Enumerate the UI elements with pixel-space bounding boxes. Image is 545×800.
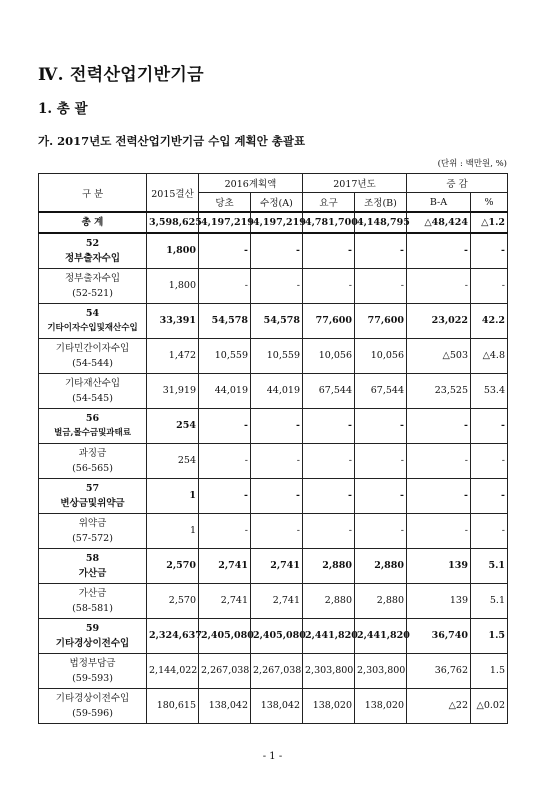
header-change-group: 증 감: [407, 174, 508, 193]
table-cell: -: [471, 478, 508, 513]
table-cell: 138,042: [199, 688, 251, 723]
row-name: (56-565): [72, 462, 113, 474]
unit-note: (단위 : 백만원, %): [437, 159, 507, 169]
table-cell: 2,880: [355, 583, 407, 618]
table-row: [39, 653, 508, 688]
table-cell: -: [355, 513, 407, 548]
subsection-heading: 1. 총 괄: [38, 101, 88, 117]
table-row: [39, 513, 508, 548]
table-cell: 54,578: [199, 303, 251, 338]
row-name: (59-596): [72, 707, 113, 719]
table-cell: 1,800: [147, 233, 199, 268]
row-code: 57: [85, 482, 100, 494]
row-label: [39, 653, 147, 688]
total-cell: 4,197,219: [199, 212, 251, 233]
row-name: 벌금,몰수금및과태료: [54, 427, 131, 438]
header-category: 구 분: [39, 174, 147, 213]
table-row: [39, 618, 508, 653]
table-cell: -: [355, 408, 407, 443]
row-name: (54-545): [72, 392, 113, 404]
table-cell: 42.2: [471, 303, 508, 338]
table-cell: 77,600: [303, 303, 355, 338]
table-cell: 44,019: [199, 373, 251, 408]
table-cell: 44,019: [251, 373, 303, 408]
table-cell: 31,919: [147, 373, 199, 408]
row-label: [39, 513, 147, 548]
table-cell: 2,441,820: [355, 618, 407, 653]
table-cell: 54,578: [251, 303, 303, 338]
table-cell: -: [407, 268, 471, 303]
section-heading: Ⅳ. 전력산업기반기금: [38, 65, 204, 85]
table-cell: △4.8: [471, 338, 508, 373]
row-label: [39, 303, 147, 338]
row-code: 58: [85, 552, 100, 564]
table-cell: 67,544: [355, 373, 407, 408]
table-cell: 1,800: [147, 268, 199, 303]
table-cell: 138,020: [303, 688, 355, 723]
row-label: [39, 373, 147, 408]
total-row: [39, 212, 508, 233]
table-cell: 2,405,080: [251, 618, 303, 653]
header-diff: B-A: [407, 193, 471, 213]
row-code: 정부출자수입: [64, 272, 121, 284]
table-row: [39, 478, 508, 513]
table-cell: -: [303, 408, 355, 443]
table-cell: 67,544: [303, 373, 355, 408]
table-cell: 10,056: [355, 338, 407, 373]
table-row: [39, 268, 508, 303]
row-code: 59: [85, 622, 100, 634]
table-cell: 53.4: [471, 373, 508, 408]
row-code: 54: [85, 307, 100, 319]
table-row: [39, 583, 508, 618]
table-cell: 2,741: [199, 583, 251, 618]
row-name: (54-544): [72, 357, 113, 369]
row-name: (52-521): [72, 287, 113, 299]
table-row: [39, 338, 508, 373]
table-cell: 10,056: [303, 338, 355, 373]
table-cell: -: [303, 233, 355, 268]
revenue-plan-table: [38, 173, 508, 724]
table-cell: 10,559: [199, 338, 251, 373]
table-cell: -: [199, 233, 251, 268]
table-cell: -: [407, 443, 471, 478]
row-label: [39, 548, 147, 583]
total-cell: 4,197,219: [251, 212, 303, 233]
table-cell: △503: [407, 338, 471, 373]
row-label: [39, 478, 147, 513]
table-cell: 36,740: [407, 618, 471, 653]
table-cell: -: [355, 268, 407, 303]
total-cell: 3,598,625: [147, 212, 199, 233]
row-name: 정부출자수입: [64, 252, 121, 264]
row-name: (58-581): [72, 602, 113, 614]
table-cell: 5.1: [471, 583, 508, 618]
table-cell: -: [199, 443, 251, 478]
table-cell: △22: [407, 688, 471, 723]
row-label: [39, 408, 147, 443]
table-row: [39, 408, 508, 443]
total-cell: △1.2: [471, 212, 508, 233]
table-cell: 139: [407, 583, 471, 618]
table-cell: -: [303, 513, 355, 548]
table-cell: 2,405,080: [199, 618, 251, 653]
table-cell: -: [251, 513, 303, 548]
table-cell: 138,020: [355, 688, 407, 723]
table-cell: 180,615: [147, 688, 199, 723]
table-cell: 2,303,800: [303, 653, 355, 688]
table-cell: 2,441,820: [303, 618, 355, 653]
row-name: 가산금: [78, 567, 107, 579]
table-cell: 254: [147, 443, 199, 478]
table-cell: 2,324,637: [147, 618, 199, 653]
table-cell: 1.5: [471, 653, 508, 688]
header-pct: %: [471, 193, 508, 213]
row-name: 기타이자수입및재산수입: [47, 322, 138, 333]
table-cell: -: [471, 408, 508, 443]
table-cell: -: [251, 408, 303, 443]
table-row: [39, 548, 508, 583]
row-label: [39, 443, 147, 478]
table-cell: -: [251, 233, 303, 268]
table-cell: 1: [147, 513, 199, 548]
table-cell: 33,391: [147, 303, 199, 338]
row-label: [39, 338, 147, 373]
table-cell: -: [199, 408, 251, 443]
table-cell: 2,303,800: [355, 653, 407, 688]
table-caption: 가. 2017년도 전력산업기반기금 수입 계획안 총괄표: [38, 134, 306, 148]
table-cell: -: [199, 268, 251, 303]
table-cell: 1: [147, 478, 199, 513]
header-request: 요구: [303, 193, 355, 213]
table-cell: 1.5: [471, 618, 508, 653]
row-name: 변상금및위약금: [60, 497, 125, 509]
table-cell: 2,267,038: [251, 653, 303, 688]
table-cell: 2,144,022: [147, 653, 199, 688]
table-cell: -: [199, 478, 251, 513]
table-cell: 2,570: [147, 548, 199, 583]
table-cell: 1,472: [147, 338, 199, 373]
row-name: (59-593): [72, 672, 113, 684]
row-code: 가산금: [78, 587, 107, 599]
table-cell: -: [355, 233, 407, 268]
row-code: 과징금: [78, 447, 107, 459]
table-cell: 2,741: [251, 583, 303, 618]
table-cell: 23,525: [407, 373, 471, 408]
table-cell: -: [407, 233, 471, 268]
header-2016-group: 2016계획액: [199, 174, 303, 193]
table-row: [39, 233, 508, 268]
table-cell: -: [471, 443, 508, 478]
row-label: [39, 583, 147, 618]
table-cell: -: [471, 268, 508, 303]
table-cell: -: [251, 478, 303, 513]
table-cell: 77,600: [355, 303, 407, 338]
row-label: [39, 233, 147, 268]
row-code: 56: [85, 412, 100, 424]
row-name: 기타경상이전수입: [55, 637, 130, 649]
row-label: [39, 618, 147, 653]
table-cell: 10,559: [251, 338, 303, 373]
table-cell: -: [355, 478, 407, 513]
table-cell: 138,042: [251, 688, 303, 723]
header-adjusted: 조정(B): [355, 193, 407, 213]
table-cell: -: [471, 233, 508, 268]
table-cell: 23,022: [407, 303, 471, 338]
row-code: 52: [85, 237, 100, 249]
table-cell: 2,570: [147, 583, 199, 618]
row-code: 기타재산수입: [64, 377, 121, 389]
table-cell: 139: [407, 548, 471, 583]
page-number: - 1 -: [262, 751, 283, 762]
table-row: [39, 303, 508, 338]
table-cell: -: [199, 513, 251, 548]
table-cell: 2,741: [251, 548, 303, 583]
header-2015: 2015결산: [147, 174, 199, 213]
table-row: [39, 443, 508, 478]
row-label: [39, 688, 147, 723]
total-cell: △48,424: [407, 212, 471, 233]
table-cell: 2,880: [303, 583, 355, 618]
header-initial: 당초: [199, 193, 251, 213]
table-cell: 2,741: [199, 548, 251, 583]
row-label: [39, 268, 147, 303]
row-code: 위약금: [78, 517, 107, 529]
table-cell: -: [303, 268, 355, 303]
header-2017-group: 2017년도: [303, 174, 407, 193]
table-cell: -: [303, 443, 355, 478]
table-cell: -: [407, 478, 471, 513]
table-cell: -: [355, 443, 407, 478]
row-code: 기타경상이전수입: [55, 692, 130, 704]
table-row: [39, 373, 508, 408]
total-cell: 4,148,795: [355, 212, 407, 233]
table-cell: 2,880: [303, 548, 355, 583]
table-row: [39, 688, 508, 723]
table-cell: -: [251, 443, 303, 478]
row-code: 기타민간이자수입: [55, 342, 130, 354]
table-cell: -: [407, 513, 471, 548]
table-cell: 36,762: [407, 653, 471, 688]
table-cell: -: [407, 408, 471, 443]
table-cell: △0.02: [471, 688, 508, 723]
table-cell: 254: [147, 408, 199, 443]
table-cell: 5.1: [471, 548, 508, 583]
total-label: 총 계: [39, 212, 147, 233]
header-revised: 수정(A): [251, 193, 303, 213]
table-cell: -: [471, 513, 508, 548]
table-cell: -: [251, 268, 303, 303]
table-cell: 2,267,038: [199, 653, 251, 688]
table-cell: 2,880: [355, 548, 407, 583]
row-name: (57-572): [72, 532, 113, 544]
table-cell: -: [303, 478, 355, 513]
total-cell: 4,781,700: [303, 212, 355, 233]
row-code: 법정부담금: [69, 657, 116, 669]
